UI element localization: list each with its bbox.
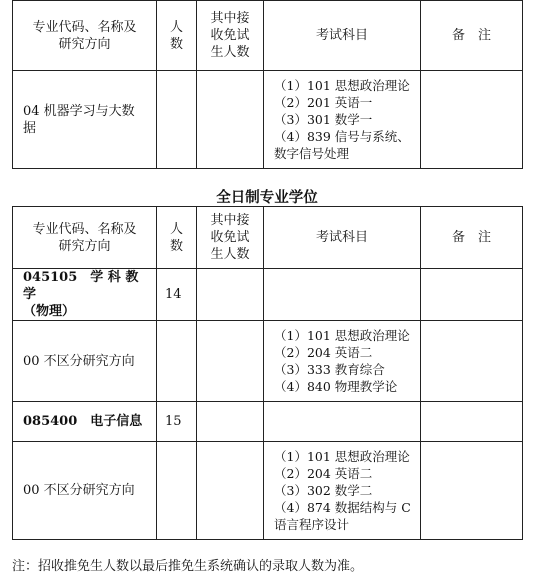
footnote: 注：招收推免生人数以最后推免生系统确认的录取人数为准。 <box>12 559 364 574</box>
direction-name: 00 不区分研究方向 <box>13 321 157 402</box>
direction-row <box>13 321 523 402</box>
count-cell <box>157 71 197 169</box>
exempt-cell <box>197 442 264 540</box>
remarks-cell <box>421 71 523 169</box>
header-count: 人 数 <box>157 1 197 71</box>
subjects-cell <box>264 269 421 321</box>
section-title: 全日制专业学位 <box>216 190 318 206</box>
major-row <box>13 402 523 442</box>
header-subjects: 考试科目 <box>264 207 421 269</box>
direction-name: 04 机器学习与大数 据 <box>13 71 157 169</box>
count-cell <box>157 321 197 402</box>
exempt-cell <box>197 71 264 169</box>
exempt-cell <box>197 402 264 442</box>
remarks-cell <box>421 269 523 321</box>
major-row <box>13 269 523 321</box>
exempt-cell <box>197 269 264 321</box>
admissions-table-1 <box>12 0 523 169</box>
table-row <box>13 71 523 169</box>
major-code-name: 085400 电子信息 <box>13 402 157 442</box>
header-subjects: 考试科目 <box>264 1 421 71</box>
header-remarks: 备 注 <box>421 1 523 71</box>
subjects-cell <box>264 402 421 442</box>
major-code-name: 045105 学 科 教 学 （物理） <box>13 269 157 321</box>
exam-subjects: （1）101 思想政治理论 （2）204 英语二 （3）302 数学二 （4）874 数据结构与 C 语言程序设计 <box>264 442 421 540</box>
exam-subjects: （1）101 思想政治理论 （2）204 英语二 （3）333 教育综合 （4）840 物理教学论 <box>264 321 421 402</box>
exam-subjects: （1）101 思想政治理论 （2）201 英语一 （3）301 数学一 （4）839 信号与系统、 数字信号处理 <box>264 71 421 169</box>
count-cell <box>157 442 197 540</box>
header-major: 专业代码、名称及 研究方向 <box>13 207 157 269</box>
header-row <box>13 1 523 71</box>
admissions-table-2 <box>12 206 523 540</box>
remarks-cell <box>421 442 523 540</box>
header-exempt: 其中接 收免试 生人数 <box>197 1 264 71</box>
count-cell: 15 <box>157 402 197 442</box>
remarks-cell <box>421 402 523 442</box>
remarks-cell <box>421 321 523 402</box>
header-remarks: 备 注 <box>421 207 523 269</box>
count-cell: 14 <box>157 269 197 321</box>
exempt-cell <box>197 321 264 402</box>
direction-name: 00 不区分研究方向 <box>13 442 157 540</box>
header-major: 专业代码、名称及 研究方向 <box>13 1 157 71</box>
header-row <box>13 207 523 269</box>
header-exempt: 其中接 收免试 生人数 <box>197 207 264 269</box>
header-count: 人 数 <box>157 207 197 269</box>
direction-row <box>13 442 523 540</box>
